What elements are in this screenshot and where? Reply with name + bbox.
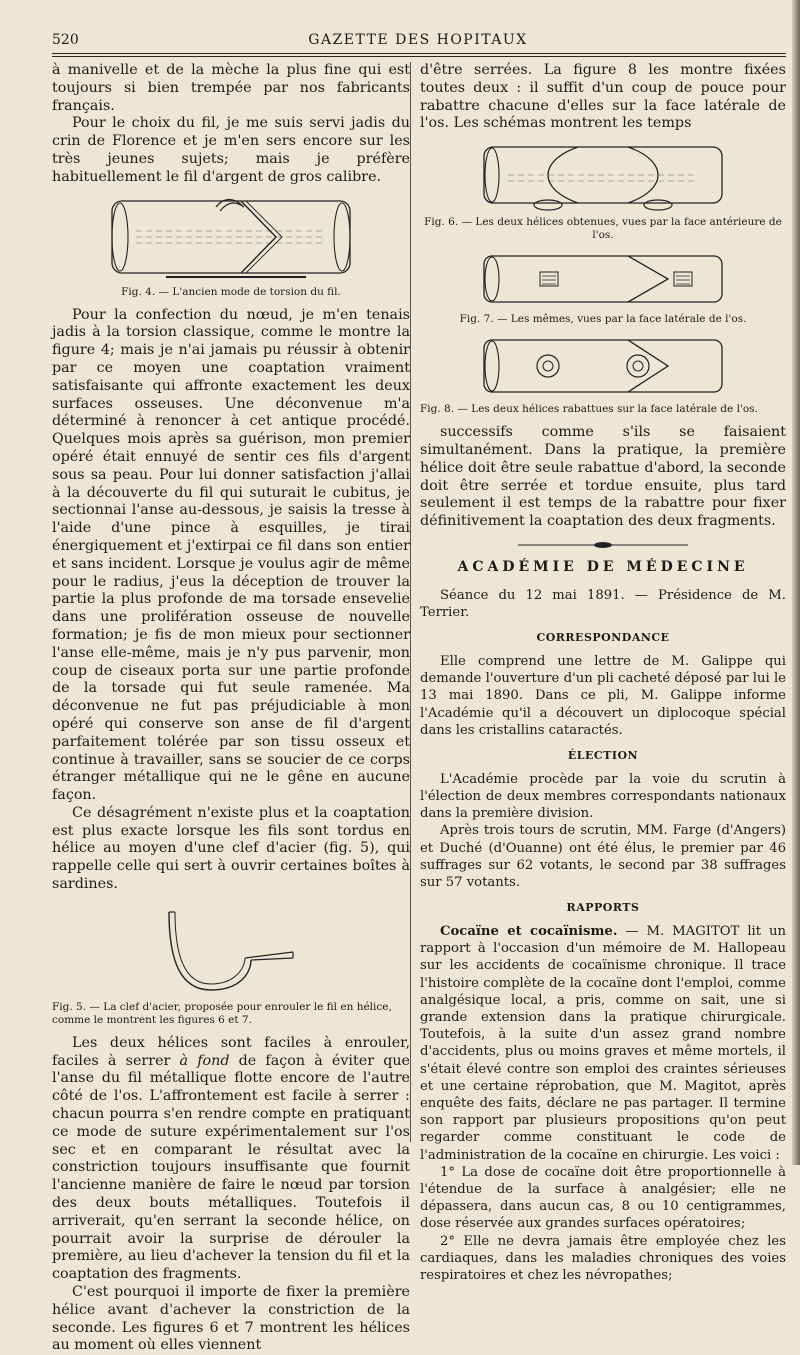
subsection-correspondance: CORRESPONDANCE (536, 631, 670, 645)
journal-title: GAZETTE DES HOPITAUX (308, 32, 528, 48)
paragraph: C'est pourquoi il importe de fixer la première hélice avant d'achever la constriction de la seconde. Les figures 6 et 7 montrent les hélices au moment où elles viennent (52, 1284, 410, 1354)
list-item: 2° Elle ne devra jamais être employée chez les cardiaques, dans les maladies chroniques des voies respiratoires et chez les névropathes; (420, 1233, 786, 1284)
figure-6 (420, 141, 786, 242)
paragraph: Après trois tours de scrutin, MM. Farge (d'Angers) et Duché (d'Ouanne) ont été élus, le premier par 46 suffrages sur 62 votants, le second par 38 suffrages sur 57 votants. (420, 823, 786, 890)
helices-lateral-illustration (478, 250, 728, 310)
list-item: 1° La dose de cocaïne doit être proportionnelle à l'étendue de la surface à analgésier; elle ne dépassera, dans aucun cas, 8 ou 10 centigrammes, dose réservée aux grandes surfaces opératoires; (420, 1164, 786, 1232)
text-run: de façon à éviter que l'anse du fil métallique flotte encore de l'autre côté de l'os. L'affrontement est facile à serrer : chacun pourra s'en rendre compte en pratiquant ce mode de suture expérimentalement sur l'os sec et en comparant le résultat avec la constriction toujours insuffisante que fournit l'ancienne manière de faire le nœud par torsion des deux bouts métalliques. Toutefois il arriverait, qu'en serrant la seconde hélice, on pourrait avoir la surprise de dérouler la première, au lieu d'achever la tension du fil et la coaptation des fragments. (52, 1052, 411, 1283)
subsection-election: ÉLECTION (567, 748, 639, 762)
bone-torsion-illustration (106, 195, 356, 283)
emphasis: à fond (179, 1052, 230, 1069)
paragraph: d'être serrées. La figure 8 les montre fixées toutes deux : il suffit d'un coup de pouce pour rabattre chacune d'elles sur la face latérale de l'os. Les schémas montrent les temps (420, 62, 786, 132)
figure-4 (52, 195, 410, 299)
header-rule (52, 53, 786, 54)
paragraph: L'Académie procède par la voie du scrutin à l'élection de deux membres correspondants nationaux dans la première division. (420, 771, 786, 822)
figure-7-caption: Fig. 7. — Les mêmes, vues par la face latérale de l'os. (459, 313, 747, 326)
paragraph: Ce désagrément n'existe plus et la coaptation est plus exacte lorsque les fils sont tordus en hélice au moyen d'une clef d'acier (fig. 5), qui rappelle celle qui sert à ouvrir certaines boîtes à sardines. (52, 804, 410, 893)
steel-key-illustration (161, 902, 301, 998)
paragraph (420, 923, 786, 1164)
session-line: Séance du 12 mai 1891. — Présidence de M. Terrier. (420, 587, 786, 620)
paragraph: Pour la confection du nœud, je m'en tenais jadis à la torsion classique, comme le montre la figure 4; mais je n'ai jamais pu réussir à obtenir par ce moyen une coaptation vraiment satisfaisante qui affronte exactement les deux surfaces osseuses. Une déconvenue m'a déterminé à renoncer à cet antique procédé. Quelques mois après sa guérison, mon premier opéré était ennuyé de sentir ces fils d'argent sous sa peau. Pour lui donner satisfaction j'allai à la découverte du fil qui suturait le cubitus, je sectionnai l'anse au-dessous, je saisis la tresse à l'aide d'une pince à esquilles, je tirai énergiquement et j'extirpai ce fil dans son entier et sans incident. Lorsque je voulus agir de même pour le radius, j'eus la déception de trouver la partie la plus profonde de ma torsade ensevelie dans une prolifération osseuse de nouvelle formation; je fis de mon mieux pour sectionner l'anse elle-même, mais je n'y pus parvenir, mon coup de ciseaux porta sur une partie profonde de la torsade qui fut seule ramenée. Ma déconvenue ne fut pas préjudiciable à mon opéré qui conserve son anse de fil d'argent parfaitement tolérée par son tissu osseux et continue à travailler, sans se soucier de ce corps étranger métallique qui ne le gêne en aucune façon. (52, 306, 410, 804)
header-rule-2 (52, 56, 786, 57)
paragraph: successifs comme s'ils se faisaient simultanément. Dans la pratique, la première hélice doit être seule rabattue d'abord, la seconde doit être serrée et tordue ensuite, plus tard seulement il est temps de la rabattre pour fixer définitivement la coaptation des deux fragments. (420, 424, 786, 530)
ornament-divider (518, 541, 688, 549)
right-column (420, 62, 786, 1284)
paragraph: Pour le choix du fil, je me suis servi jadis du crin de Florence et je m'en sers encore sur les très jeunes sujets; mais je préfère habituellement le fil d'argent de gros calibre. (52, 115, 410, 185)
figure-4-caption: Fig. 4. — L'ancien mode de torsion du fil. (121, 285, 341, 298)
page-header (52, 32, 784, 52)
page-edge (792, 0, 800, 1165)
page-number: 520 (52, 32, 79, 48)
report-title: Cocaïne et cocaïnisme. (440, 924, 618, 939)
text-run: Les deux hélices sont faciles à enrouler, faciles à serrer (52, 1034, 410, 1069)
figure-8 (420, 334, 786, 416)
section-title: ACADÉMIE DE MÉDECINE (457, 558, 749, 575)
helices-anterior-illustration (478, 141, 728, 213)
subsection-rapports: RAPPORTS (566, 901, 640, 915)
text-run: lit un rapport à l'occasion d'un mémoire de M. Hallopeau sur les accidents de cocaïnisme chronique. Il trace l'histoire complète de la cocaïne dont l'emploi, comme analgésique local, a pris, comme on sait, une si grande extension dans la pratique chirurgicale. Toutefois, à la suite d'un assez grand nombre d'accidents, plus ou moins graves et même mortels, il s'était élevé contre son emploi des craintes sérieuses et une certaine réprobation, que M. Magitot, après enquête des faits, déclare ne pas partager. Il termine son rapport par plusieurs propositions qu'on peut regarder comme constituant le code de l'administration de la cocaïne en chirurgie. Les voici : (420, 924, 786, 1163)
figure-5 (52, 902, 410, 1027)
figure-8-caption: Fig. 8. — Les deux hélices rabattues sur la face latérale de l'os. (420, 403, 758, 416)
figure-6-caption: Fig. 6. — Les deux hélices obtenues, vues par la face antérieure de l'os. (424, 216, 782, 242)
report-author: — M. MAGITOT (617, 924, 740, 939)
paragraph: Elle comprend une lettre de M. Galippe qui demande l'ouverture d'un pli cacheté déposé par lui le 13 mai 1890. Dans ce pli, M. Galippe informe l'Académie qu'il a découvert un diplocoque spécial dans les cristallins cataractés. (420, 653, 786, 738)
paragraph (52, 1035, 410, 1284)
figure-5-caption: Fig. 5. — La clef d'acier, proposée pour enrouler le fil en hélice, comme le montrent les figures 6 et 7. (52, 1000, 392, 1026)
figure-7 (420, 250, 786, 326)
column-divider (410, 62, 411, 1142)
left-column (52, 62, 410, 1355)
paragraph: à manivelle et de la mèche la plus fine qui est toujours si bien trempée par nos fabricants français. (52, 62, 410, 114)
helices-folded-illustration (478, 334, 728, 400)
